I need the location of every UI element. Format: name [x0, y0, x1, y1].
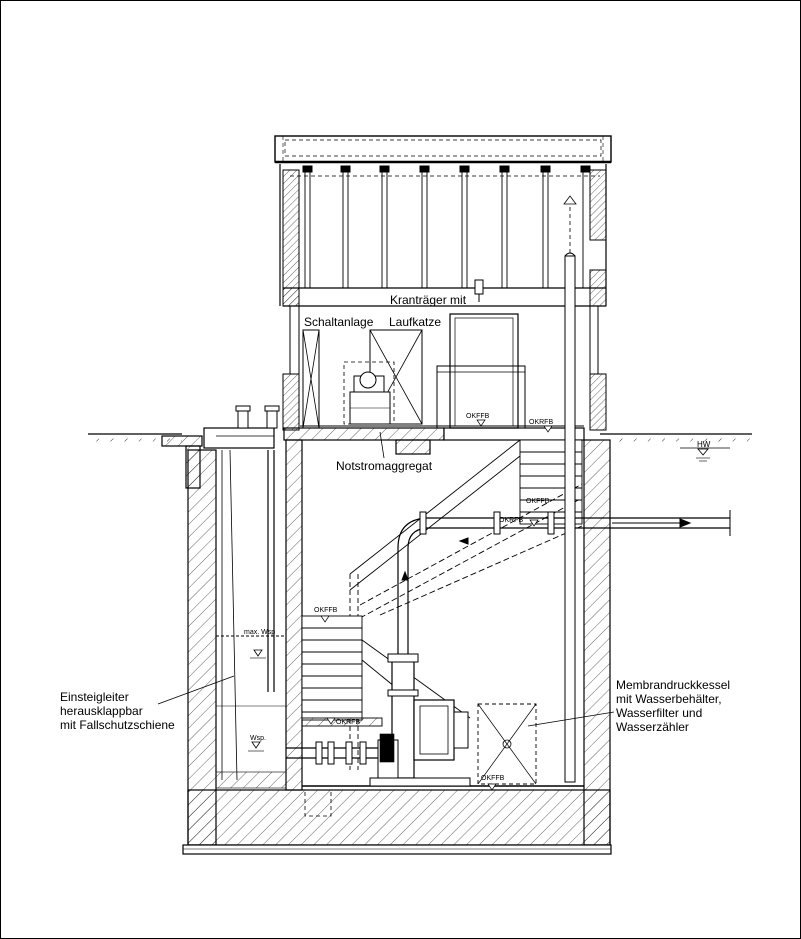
label-kessel-1: Membrandruckkessel	[616, 678, 731, 692]
label-schaltanlage: Schaltanlage	[304, 315, 374, 329]
emergency-generator	[344, 362, 394, 424]
label-okffb-upper: OKFFB	[466, 413, 490, 420]
pressure-vessel	[478, 704, 536, 784]
hw-symbol	[680, 448, 730, 461]
label-okrfb-mid: OKRFB	[336, 719, 361, 726]
label-okrfb-right: OKRFB	[499, 517, 524, 524]
label-leiter-3: mit Fallschutzschiene	[60, 718, 175, 732]
label-kessel-2: mit Wasserbehälter,	[616, 692, 722, 706]
label-leiter-2: herausklappbar	[60, 704, 143, 718]
label-hw: HW	[697, 440, 711, 449]
label-wsp: Wsp.	[250, 735, 266, 742]
building	[275, 136, 611, 430]
label-max-wsp: max. Wsp	[244, 629, 276, 636]
label-krantraeger: Kranträger mit	[390, 293, 467, 307]
label-notstromaggregat: Notstromaggregat	[336, 459, 433, 473]
label-kessel-3: Wasserfilter und	[616, 706, 703, 720]
label-laufkatze: Laufkatze	[389, 315, 442, 329]
label-okffb-bottom: OKFFB	[481, 775, 505, 782]
pump-unit	[370, 654, 470, 786]
label-kessel-4: Wasserzähler	[616, 720, 689, 734]
label-okrfb-upper: OKRFB	[529, 419, 554, 426]
label-okffb-mid: OKFFB	[314, 607, 338, 614]
label-leiter-1: Einsteigleiter	[60, 690, 129, 704]
label-okffb-right: OKFFB	[526, 498, 550, 505]
